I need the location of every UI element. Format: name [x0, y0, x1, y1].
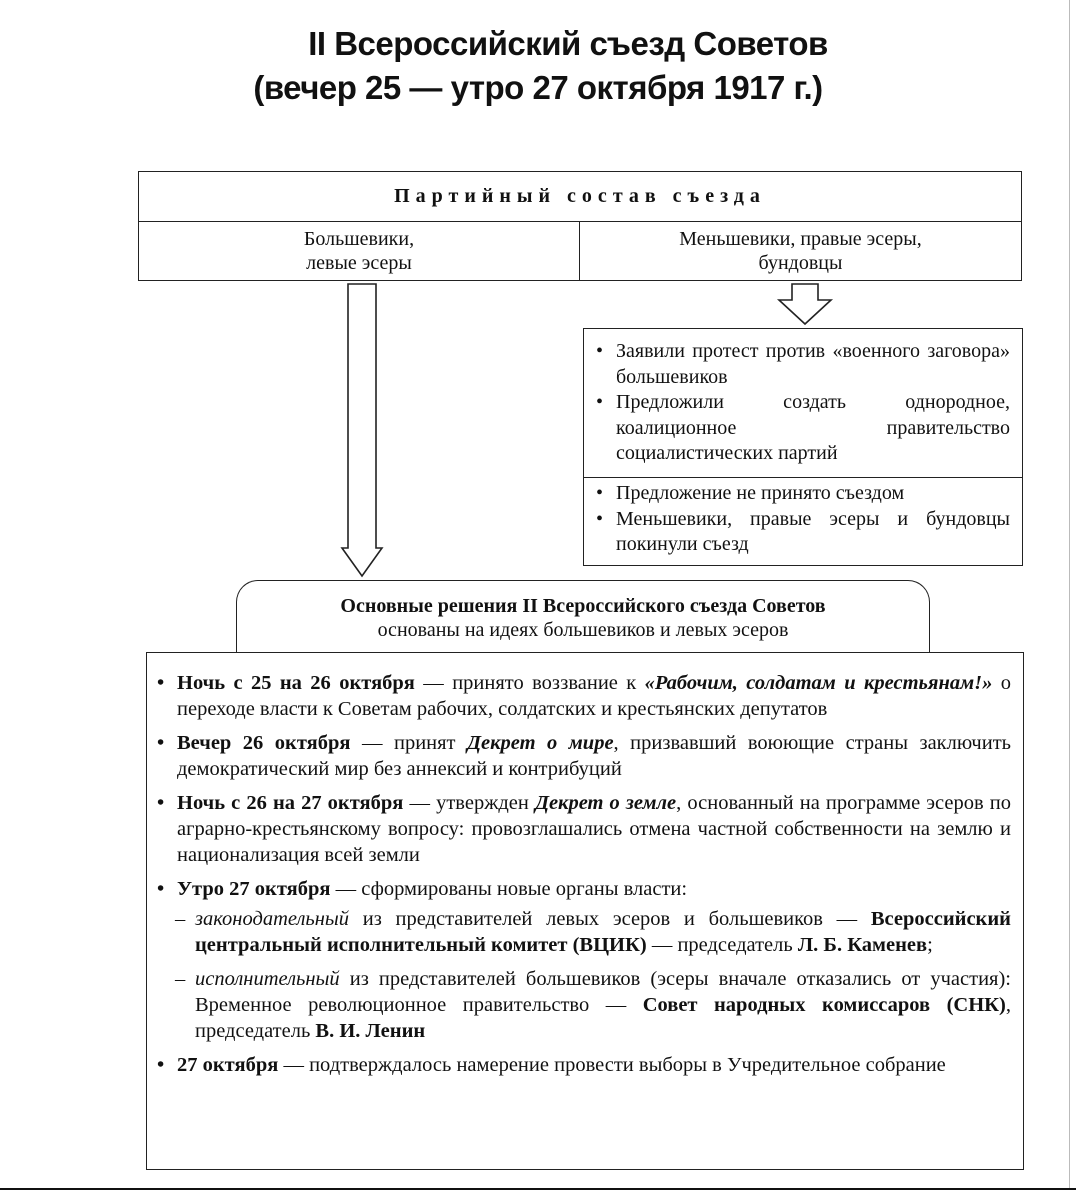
page-edge-line [1069, 0, 1070, 1188]
decisions-header-subtitle: основаны на идеях большевиков и левых эсеров [377, 619, 789, 641]
opposition-divider [584, 477, 1022, 478]
decision-item: • Утро 27 октября — сформированы новые органы власти: [157, 878, 688, 900]
decisions-box [146, 652, 1024, 1170]
title-line-2: (вечер 25 — утро 27 октября 1917 г.) [253, 69, 823, 106]
list-item: • Предложение не принято съездом [596, 482, 905, 504]
bolsheviks-line-2: левые эсеры [306, 252, 412, 274]
opposition-box [583, 328, 1023, 566]
short-down-arrow [779, 284, 831, 324]
party-composition-header: Партийный состав съезда [139, 172, 1021, 222]
list-item: • Заявили протест против «военного заговора» большевиков [596, 340, 1010, 388]
bottom-rule [0, 1188, 1076, 1190]
decisions-header [236, 580, 930, 652]
decision-item: • Ночь с 25 на 26 октября — принято воззвание к «Рабочим, солдатам и крестьянам!» о переходе власти к Советам рабочих, солдатских и крестьянских депутатов [157, 672, 1012, 720]
title-line-1: II Всероссийский съезд Советов [308, 25, 828, 62]
list-item: • Предложили создать однородное, коалиционное правительство социалистических партий [596, 391, 1010, 464]
opposition-actions [584, 339, 1022, 467]
opposition-outcome [584, 481, 1022, 558]
decision-item: • Вечер 26 октября — принят Декрет о мире, призвавший воюющие страны заключить демократический мир без аннексий и контрибуций [157, 732, 1011, 780]
decision-subitem: – исполнительный из представителей большевиков (эсеры вначале отказались от участия): Временное революционное правительство — Совет народных комиссаров (СНК), председатель В. И. Ленин [175, 968, 1011, 1042]
mensheviks-line-1: Меньшевики, правые эсеры, [679, 228, 922, 250]
decision-subitem: – законодательный из представителей левых эсеров и большевиков — Всероссийский центральный исполнительный комитет (ВЦИК) — председатель Л. Б. Каменев; [175, 908, 1011, 956]
decision-item: • Ночь с 26 на 27 октября — утвержден Декрет о земле, основанный на программе эсеров по аграрно-крестьянскому вопросу: провозглашались отмена частной собственности на землю и национализация всей земли [157, 792, 1012, 866]
bolsheviks-line-1: Большевики, [303, 228, 415, 250]
decision-item: • 27 октября — подтверждалось намерение провести выборы в Учредительное собрание [157, 1054, 946, 1076]
long-down-arrow [342, 284, 382, 576]
list-item: • Меньшевики, правые эсеры и бундовцы покинули съезд [596, 507, 1010, 555]
mensheviks-line-2: бундовцы [758, 252, 843, 274]
decisions-header-title: Основные решения II Всероссийского съезда Советов [340, 595, 826, 617]
